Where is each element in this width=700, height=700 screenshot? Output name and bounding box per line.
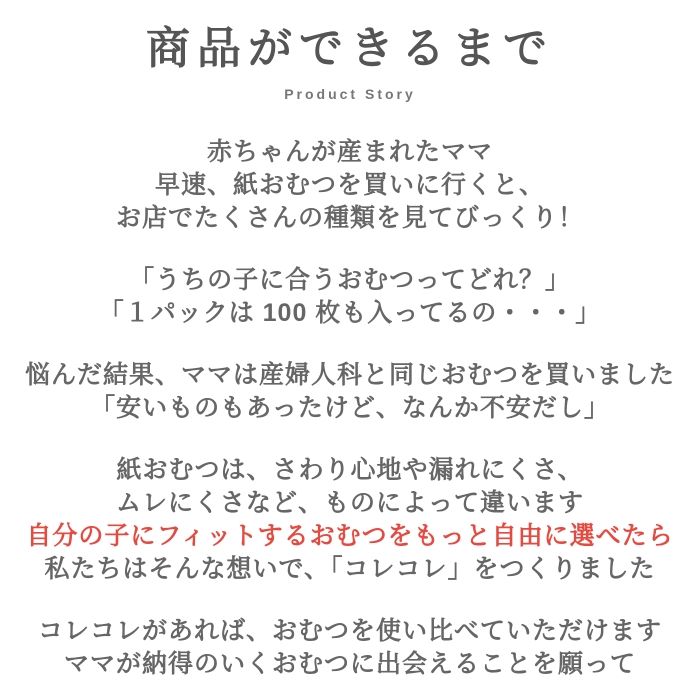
- page-subtitle: Product Story: [284, 85, 416, 102]
- story-paragraph: [0, 615, 700, 681]
- story-line: ムレにくさなど、ものによって違います: [115, 488, 584, 517]
- story-line: ママが納得のいくおむつに出会えることを願って: [63, 649, 636, 678]
- story-paragraph: [0, 454, 700, 586]
- story-line: 「安いものもあったけど、なんか不安だし」: [90, 393, 610, 422]
- story-line: コレコレがあれば、おむつを使い比べていただけます: [37, 616, 662, 645]
- story-paragraph: [0, 136, 700, 235]
- page-title: 商品ができるまで: [146, 24, 554, 73]
- story-line: 赤ちゃんが産まれたママ: [206, 137, 493, 166]
- story-line: 「うちの子に合うおむつってどれ？」: [129, 265, 571, 294]
- story-line: 紙おむつは、さわり心地や漏れにくさ、: [116, 455, 584, 484]
- story-line: 早速、紙おむつを買いに行くと、: [154, 170, 545, 199]
- story-line: 悩んだ結果、ママは産婦人科と同じおむつを買いました: [24, 360, 675, 389]
- story-paragraph: [0, 359, 700, 425]
- emphasis-line: 自分の子にフィットするおむつをもっと自由に選べたら: [26, 521, 674, 550]
- story-line: 「１パックは 100 枚も入ってるの・・・」: [98, 298, 602, 327]
- story-line: お店でたくさんの種類を見てびっくり！: [115, 203, 584, 232]
- story-paragraph: [0, 264, 700, 330]
- story-line: 私たちはそんな想いで、「コレコレ」をつくりました: [44, 554, 656, 583]
